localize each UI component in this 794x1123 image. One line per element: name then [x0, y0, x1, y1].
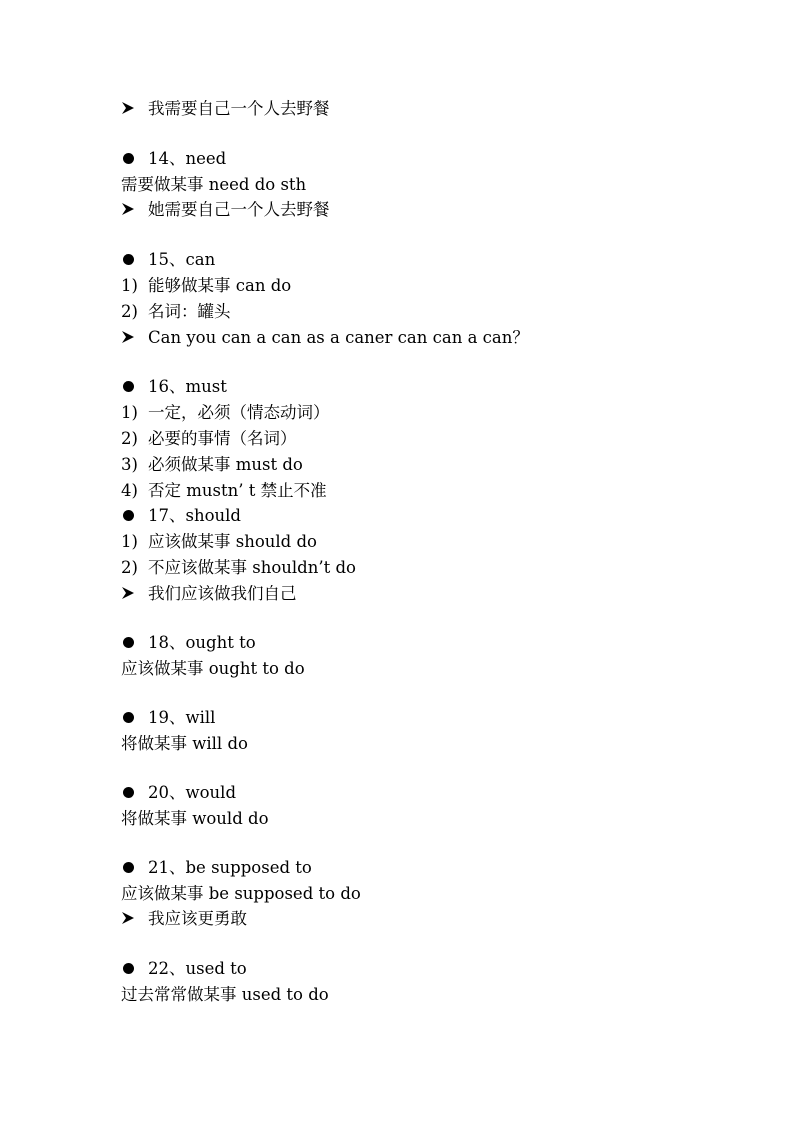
numbered-item — [121, 556, 356, 580]
numbered-item — [121, 300, 231, 324]
paragraph-line — [121, 173, 306, 197]
bullet-dot-icon — [121, 147, 148, 171]
paragraph-line — [121, 657, 305, 681]
bullet-dot-icon — [121, 375, 148, 399]
line-text: 17、should — [148, 506, 241, 525]
section-heading-18 — [121, 631, 256, 655]
line-text: 必要的事情（名词） — [148, 429, 297, 448]
arrow-item — [121, 582, 297, 606]
arrow-item — [121, 198, 330, 222]
section-heading-22 — [121, 957, 247, 981]
line-text: 我需要自己一个人去野餐 — [148, 99, 330, 118]
arrow-item — [121, 326, 529, 350]
line-text: 我应该更勇敢 — [148, 909, 247, 928]
line-text: 不应该做某事 shouldn’t do — [148, 558, 356, 577]
line-text: 否定 mustn’ t 禁止不准 — [148, 481, 327, 500]
item-number: 4) — [121, 481, 138, 500]
line-text: 必须做某事 must do — [148, 455, 303, 474]
line-text: 需要做某事 need do sth — [121, 175, 307, 194]
paragraph-line — [121, 807, 269, 831]
line-text: 14、need — [148, 149, 227, 168]
arrow-bullet-icon — [121, 198, 148, 222]
bullet-dot-icon — [121, 957, 148, 981]
numbered-item — [121, 479, 327, 503]
line-text: 我们应该做我们自己 — [148, 584, 297, 603]
line-text: 应该做某事 be supposed to do — [121, 884, 361, 903]
line-text: 名词：罐头 — [148, 302, 231, 321]
item-number: 2) — [121, 558, 138, 577]
section-heading-20 — [121, 781, 236, 805]
line-text: 一定，必须（情态动词） — [148, 403, 330, 422]
section-heading-15 — [121, 248, 215, 272]
item-number: 1) — [121, 532, 138, 551]
line-text: 将做某事 would do — [121, 809, 269, 828]
item-number: 2) — [121, 302, 138, 321]
arrow-item — [121, 97, 330, 121]
bullet-dot-icon — [121, 504, 148, 528]
section-heading-19 — [121, 706, 215, 730]
line-text: 将做某事 will do — [121, 734, 248, 753]
line-text: 20、would — [148, 783, 237, 802]
bullet-dot-icon — [121, 706, 148, 730]
line-text: Can you can a can as a caner can can a can？ — [148, 328, 529, 347]
line-text: 应该做某事 ought to do — [121, 659, 305, 678]
arrow-bullet-icon — [121, 907, 148, 931]
line-text: 15、can — [148, 250, 216, 269]
item-number: 1) — [121, 403, 138, 422]
paragraph-line — [121, 983, 329, 1007]
arrow-bullet-icon — [121, 97, 148, 121]
line-text: 19、will — [148, 708, 216, 727]
numbered-item — [121, 530, 317, 554]
line-text: 21、be supposed to — [148, 858, 312, 877]
paragraph-line — [121, 882, 361, 906]
bullet-dot-icon — [121, 631, 148, 655]
line-text: 她需要自己一个人去野餐 — [148, 200, 330, 219]
item-number: 2) — [121, 429, 138, 448]
arrow-item — [121, 907, 247, 931]
line-text: 过去常常做某事 used to do — [121, 985, 329, 1004]
line-text: 22、used to — [148, 959, 247, 978]
item-number: 1) — [121, 276, 138, 295]
section-heading-14 — [121, 147, 226, 171]
line-text: 18、ought to — [148, 633, 256, 652]
bullet-dot-icon — [121, 781, 148, 805]
arrow-bullet-icon — [121, 326, 148, 350]
bullet-dot-icon — [121, 856, 148, 880]
line-text: 能够做某事 can do — [148, 276, 292, 295]
line-text: 16、must — [148, 377, 227, 396]
numbered-item — [121, 427, 297, 451]
numbered-item — [121, 453, 303, 477]
arrow-bullet-icon — [121, 582, 148, 606]
numbered-item — [121, 274, 291, 298]
bullet-dot-icon — [121, 248, 148, 272]
section-heading-17 — [121, 504, 241, 528]
line-text: 应该做某事 should do — [148, 532, 317, 551]
section-heading-16 — [121, 375, 227, 399]
numbered-item — [121, 401, 330, 425]
section-heading-21 — [121, 856, 312, 880]
paragraph-line — [121, 732, 248, 756]
item-number: 3) — [121, 455, 138, 474]
